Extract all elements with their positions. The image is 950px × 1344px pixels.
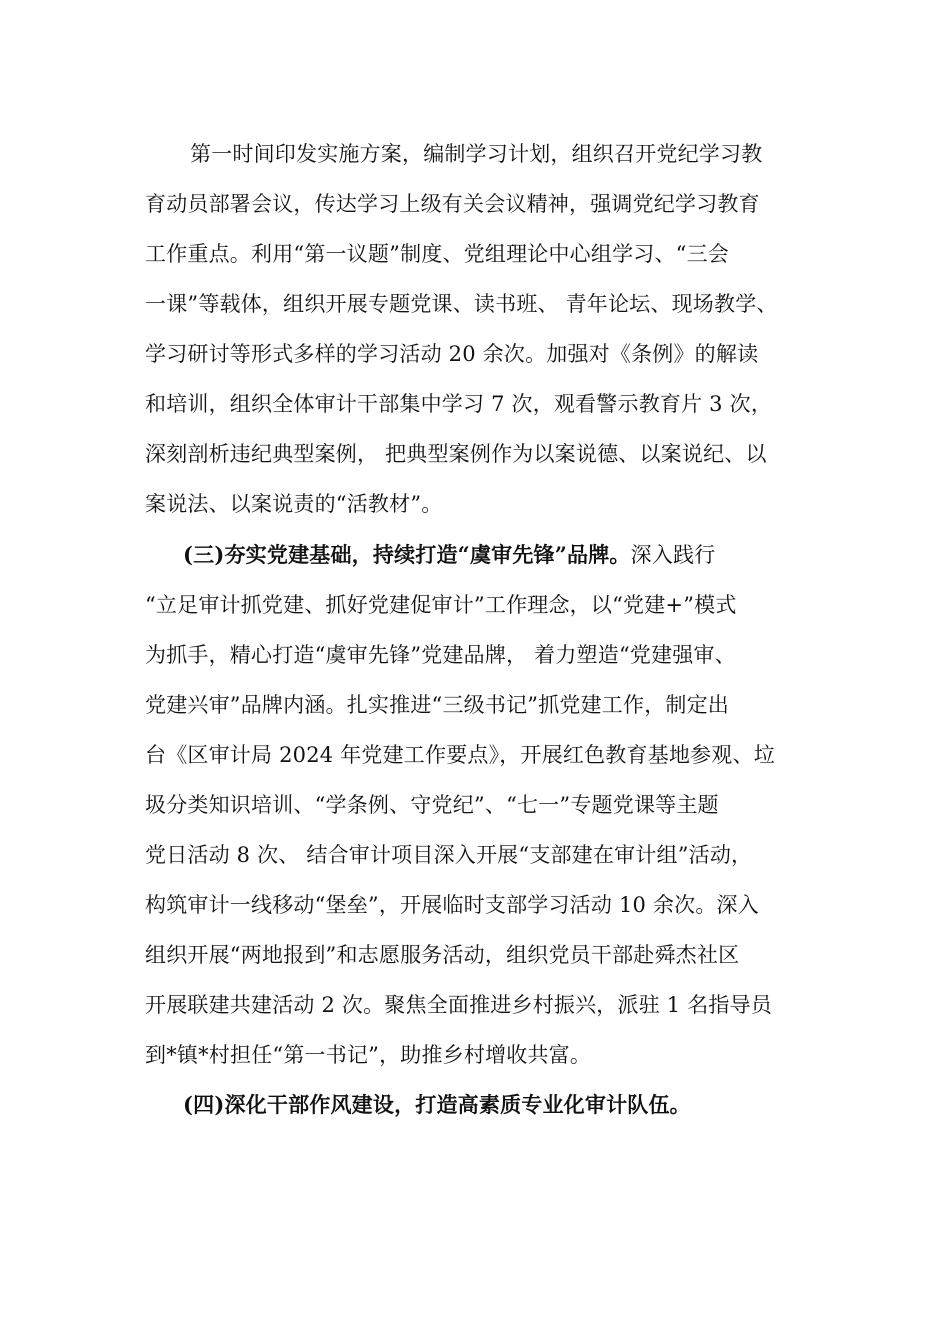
paragraph-2-line-6: 圾分类知识培训、“学条例、守党纪”、“七一”专题党课等主题 bbox=[145, 793, 719, 817]
paragraph-2-line-1 bbox=[183, 540, 883, 570]
paragraph-1-line-5: 学习研讨等形式多样的学习活动 20 余次。加强对《条例》的解读 bbox=[145, 342, 759, 366]
paragraph-2-line-3: 为抓手，精心打造“虞审先锋”党建品牌， 着力塑造“党建强审、 bbox=[145, 643, 736, 667]
paragraph-1-line-2: 育动员部署会议，传达学习上级有关会议精神，强调党纪学习教育 bbox=[145, 192, 760, 216]
paragraph-2-line-5: 台《区审计局 2024 年党建工作要点》，开展红色教育基地参观、垃 bbox=[145, 743, 775, 767]
paragraph-2-line-8: 构筑审计一线移动“堡垒”，开展临时支部学习活动 10 余次。深入 bbox=[145, 893, 759, 917]
paragraph-1-line-1: 第一时间印发实施方案，编制学习计划，组织召开党纪学习教 bbox=[190, 142, 763, 166]
paragraph-1-line-8: 案说法、以案说责的“活教材”。 bbox=[145, 492, 443, 516]
section-heading-4: (四)深化干部作风建设，打造高素质专业化审计队伍。 bbox=[183, 1092, 691, 1117]
paragraph-2-line-2: “立足审计抓党建、抓好党建促审计”工作理念，以“党建+”模式 bbox=[145, 593, 737, 617]
paragraph-2-line-4: 党建兴审”品牌内涵。扎实推进“三级书记”抓党建工作，制定出 bbox=[145, 693, 730, 717]
paragraph-1-line-6: 和培训，组织全体审计干部集中学习 7 次，观看警示教育片 3 次， bbox=[145, 392, 773, 416]
paragraph-2-line-10: 开展联建共建活动 2 次。聚焦全面推进乡村振兴，派驻 1 名指导员 bbox=[145, 993, 773, 1017]
paragraph-1-line-4: 一课”等载体，组织开展专题党课、读书班、 青年论坛、现场教学、 bbox=[145, 292, 778, 316]
paragraph-2-line-11: 到*镇*村担任“第一书记”，助推乡村增收共富。 bbox=[145, 1043, 592, 1067]
paragraph-2-line-1-rest: 深入践行 bbox=[630, 543, 716, 567]
paragraph-2-line-9: 组织开展“两地报到”和志愿服务活动，组织党员干部赴舜杰社区 bbox=[145, 943, 740, 967]
paragraph-1-line-7: 深刻剖析违纪典型案例， 把典型案例作为以案说德、以案说纪、以 bbox=[145, 442, 767, 466]
section-heading-3: (三)夯实党建基础，持续打造“虞审先锋”品牌。 bbox=[183, 542, 631, 567]
paragraph-2-line-7: 党日活动 8 次、 结合审计项目深入开展“支部建在审计组”活动， bbox=[145, 843, 753, 867]
paragraph-1-line-3: 工作重点。利用“第一议题”制度、党组理论中心组学习、“三会 bbox=[145, 242, 730, 266]
